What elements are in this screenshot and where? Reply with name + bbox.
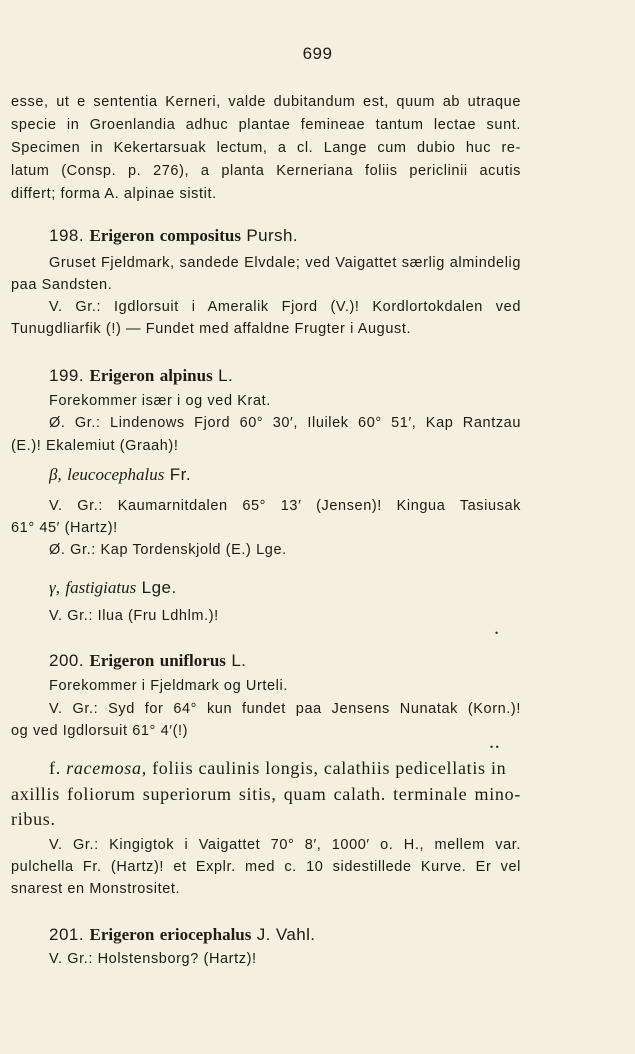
text-200-line-1: Forekommer i Fjeldmark og Urteli. <box>49 678 288 694</box>
variety-name: leucocephalus <box>67 465 165 484</box>
species-heading-199 <box>49 366 233 386</box>
intro-line-5: differt; forma A. alpinae sistit. <box>11 186 217 202</box>
species-number: 199. <box>49 366 85 385</box>
species-number: 200. <box>49 651 85 670</box>
print-speck: • • <box>490 742 499 752</box>
species-name: alpinus <box>159 366 213 385</box>
text-199-line-3: (E.)! Ekalemiut (Graah)! <box>11 438 179 454</box>
species-heading-198 <box>49 226 298 246</box>
forma-prefix: f. <box>49 758 61 778</box>
species-author: L. <box>231 651 247 670</box>
intro-line-4: latum (Consp. p. 276), a planta Kerneriana foliis periclinii acutis <box>11 163 521 179</box>
intro-line-2: specie in Groenlandia adhuc plantae femineae tantum lectae sunt. <box>11 117 521 133</box>
forma-line-2: axillis foliorum superiorum sitis, quam calath. terminale mino- <box>11 784 521 804</box>
variety-symbol: β, <box>49 465 62 484</box>
species-name: uniflorus <box>159 651 226 670</box>
genus-name: Erigeron <box>89 366 155 385</box>
text-200-tail-2: pulchella Fr. (Hartz)! et Explr. med c. 10 sidestillede Kurve. Er vel <box>11 859 521 875</box>
text-200-line-2: V. Gr.: Syd for 64° kun fundet paa Jensens Nunatak (Korn.)! <box>49 701 521 717</box>
text-198-line-4: Tunugdliarfik (!) — Fundet med affaldne Frugter i August. <box>11 321 412 337</box>
forma-line-3: ribus. <box>11 809 56 829</box>
variety-gamma-heading <box>49 578 177 598</box>
genus-name: Erigeron <box>89 925 155 944</box>
page-number: 699 <box>302 44 333 63</box>
forma-name: racemosa, <box>66 758 147 778</box>
text-200-tail-1: V. Gr.: Kingigtok i Vaigattet 70° 8′, 1000′ o. H., mellem var. <box>49 837 521 853</box>
species-heading-201 <box>49 925 315 945</box>
species-number: 201. <box>49 925 85 944</box>
variety-beta-heading <box>49 465 191 485</box>
text-199-line-1: Forekommer især i og ved Krat. <box>49 393 271 409</box>
text-beta-line-1: V. Gr.: Kaumarnitdalen 65° 13′ (Jensen)! Kingua Tasiusak <box>49 498 521 514</box>
print-speck: • <box>495 628 499 638</box>
forma-text-1: foliis caulinis longis, calathiis pedicellatis in <box>152 758 507 778</box>
genus-name: Erigeron <box>89 651 155 670</box>
text-198-line-3: V. Gr.: Igdlorsuit i Ameralik Fjord (V.)! Kordlortokdalen ved <box>49 299 521 315</box>
text-199-line-2: Ø. Gr.: Lindenows Fjord 60° 30′, Iluilek 60° 51′, Kap Rantzau <box>49 415 521 431</box>
text-198-line-2: paa Sandsten. <box>11 277 113 293</box>
text-198-line-1: Gruset Fjeldmark, sandede Elvdale; ved Vaigattet særlig almindelig <box>49 255 521 271</box>
variety-author: Fr. <box>169 465 192 484</box>
species-author: L. <box>218 366 234 385</box>
species-number: 198. <box>49 226 85 245</box>
intro-line-1: esse, ut e sententia Kerneri, valde dubitandum est, quum ab utraque <box>11 94 521 110</box>
variety-author: Lge. <box>141 578 177 597</box>
text-200-tail-3: snarest en Monstrositet. <box>11 881 181 897</box>
text-beta-line-3: Ø. Gr.: Kap Tordenskjold (E.) Lge. <box>49 542 287 558</box>
text-200-line-3: og ved Igdlorsuit 61° 4′(!) <box>11 723 189 739</box>
species-name: compositus <box>159 226 241 245</box>
species-name: eriocephalus <box>159 925 252 944</box>
variety-symbol: γ, <box>49 578 60 597</box>
forma-line-1 <box>49 757 506 779</box>
text-beta-line-2: 61° 45′ (Hartz)! <box>11 520 118 536</box>
variety-name: fastigiatus <box>65 578 137 597</box>
genus-name: Erigeron <box>89 226 155 245</box>
species-author: J. Vahl. <box>256 925 316 944</box>
species-heading-200 <box>49 651 246 671</box>
intro-line-3: Specimen in Kekertarsuak lectum, a cl. Lange cum dubio huc re- <box>11 140 521 156</box>
species-author: Pursh. <box>246 226 298 245</box>
text-201-line-1: V. Gr.: Holstensborg? (Hartz)! <box>49 951 257 967</box>
text-gamma-line-1: V. Gr.: Ilua (Fru Ldhlm.)! <box>49 608 219 624</box>
